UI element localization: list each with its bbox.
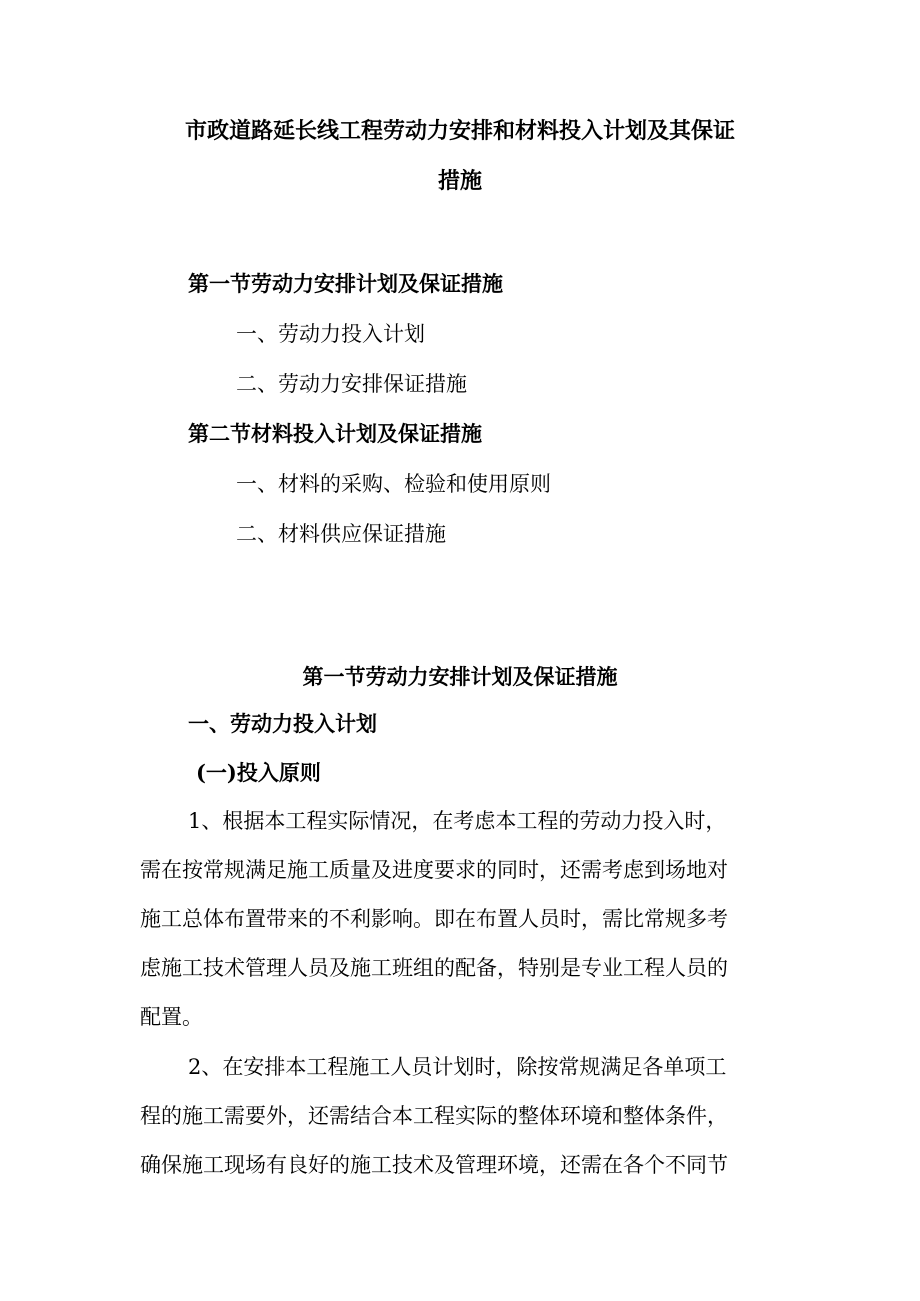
paragraph-1-line-4: 虑施工技术管理人员及施工班组的配备，特别是专业工程人员的 xyxy=(140,956,728,980)
paragraph-1-line-2: 需在按常规满足施工质量及进度要求的同时，还需考虑到场地对 xyxy=(140,858,728,882)
paragraph-1-line-3: 施工总体布置带来的不利影响。即在布置人员时，需比常规多考 xyxy=(140,907,728,931)
document-title-line-1: 市政道路延长线工程劳动力安排和材料投入计划及其保证 xyxy=(184,118,735,144)
paragraph-2-line-1: 2、在安排本工程施工人员计划时，除按常规满足各单项工 xyxy=(188,1055,727,1079)
paragraph-1-line-1: 1、根据本工程实际情况，在考虑本工程的劳动力投入时， xyxy=(188,809,727,833)
toc-section-2-item-2: 二、材料供应保证措施 xyxy=(236,522,446,546)
document-title-line-2: 措施 xyxy=(437,168,482,194)
subheading-labor-plan: 一、劳动力投入计划 xyxy=(188,711,377,736)
toc-section-2: 第二节材料投入计划及保证措施 xyxy=(188,421,482,446)
paragraph-2-line-3: 确保施工现场有良好的施工技术及管理环境，还需在各个不同节 xyxy=(140,1153,728,1177)
toc-section-1-item-2: 二、劳动力安排保证措施 xyxy=(236,372,467,396)
subheading-principles: (一)投入原则 xyxy=(196,760,321,785)
toc-section-2-item-1: 一、材料的采购、检验和使用原则 xyxy=(236,472,551,496)
paragraph-2-line-2: 程的施工需要外，还需结合本工程实际的整体环境和整体条件， xyxy=(140,1104,728,1128)
toc-section-1: 第一节劳动力安排计划及保证措施 xyxy=(188,271,503,296)
toc-section-1-item-1: 一、劳动力投入计划 xyxy=(236,322,425,346)
section-heading: 第一节劳动力安排计划及保证措施 xyxy=(302,664,618,689)
paragraph-1-line-5: 配置。 xyxy=(140,1005,203,1029)
